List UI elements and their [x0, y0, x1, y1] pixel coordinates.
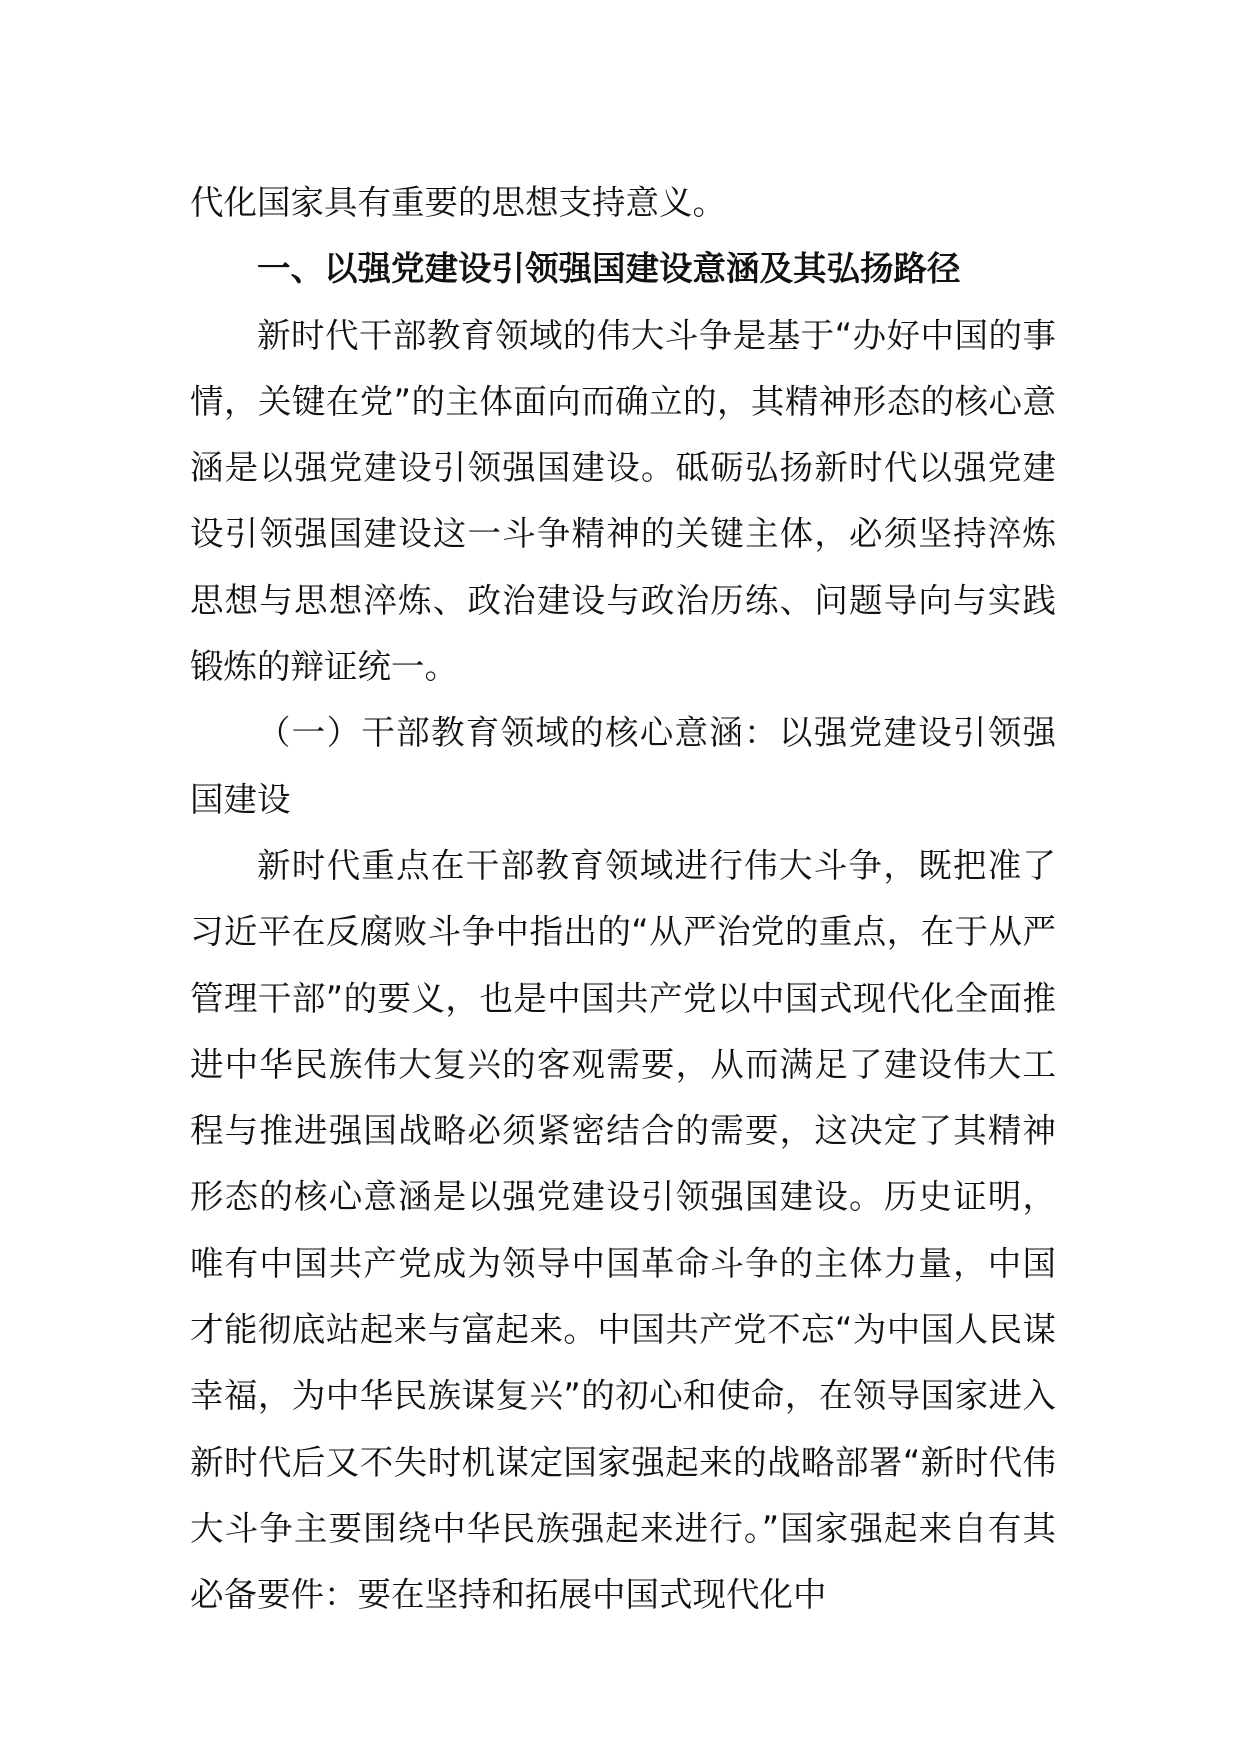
- body-paragraph: 新时代干部教育领域的伟大斗争是基于“办好中国的事情，关键在党”的主体面向而确立的，其精神形态的核心意涵是以强党建设引领强国建设。砥砺弘扬新时代以强党建设引领强国建设这一斗争精神的关键主体，必须坚持淬炼思想与思想淬炼、政治建设与政治历练、问题导向与实践锻炼的辩证统一。: [190, 315, 1056, 687]
- document-body: [190, 170, 1056, 1629]
- section-heading: 一、以强党建设引领强国建设意涵及其弘扬路径: [257, 249, 961, 289]
- paragraph-continuation: 代化国家具有重要的思想支持意义。: [190, 183, 726, 222]
- subsection-heading: （一）干部教育领域的核心意涵：以强党建设引领强国建设: [190, 713, 1056, 819]
- body-paragraph: 新时代重点在干部教育领域进行伟大斗争，既把准了习近平在反腐败斗争中指出的“从严治党的重点，在于从严管理干部”的要义，也是中国共产党以中国式现代化全面推进中华民族伟大复兴的客观需要，从而满足了建设伟大工程与推进强国战略必须紧密结合的需要，这决定了其精神形态的核心意涵是以强党建设引领强国建设。历史证明，唯有中国共产党成为领导中国革命斗争的主体力量，中国才能彻底站起来与富起来。中国共产党不忘“为中国人民谋幸福，为中华民族谋复兴”的初心和使命，在领导国家进入新时代后又不失时机谋定国家强起来的战略部署“新时代伟大斗争主要围绕中华民族强起来进行。”国家强起来自有其必备要件：要在坚持和拓展中国式现代化中: [190, 845, 1056, 1615]
